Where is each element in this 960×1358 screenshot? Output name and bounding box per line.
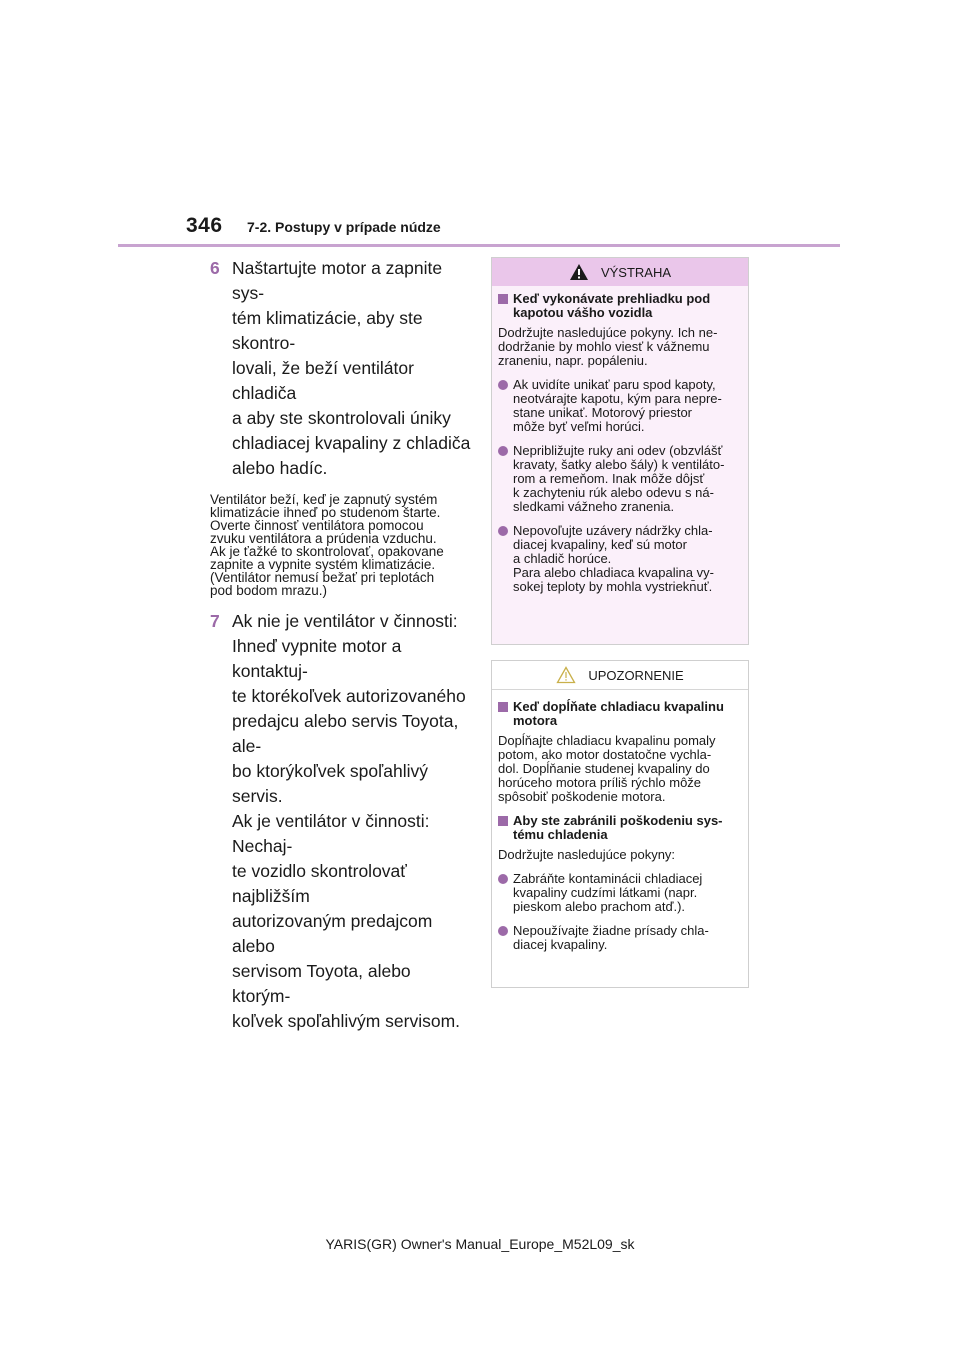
bullet-line: Nepoužívajte žiadne prísady chla- [513, 923, 709, 938]
para-line: horúceho motora príliš rýchlo môže [498, 775, 702, 790]
notice-bullet [498, 872, 742, 914]
page-number: 346 [186, 214, 223, 237]
notice-paragraph [498, 734, 742, 804]
step-line: Ak je ventilátor v činnosti: Nechaj- [232, 811, 430, 856]
warning-box [491, 257, 749, 645]
bullet-line: môže byť veľmi horúci. [513, 419, 645, 434]
round-bullet-icon [498, 874, 508, 884]
step-line: bo ktorýkoľvek spoľahlivý servis. [232, 761, 428, 806]
heading-line: motora [513, 713, 558, 728]
bullet-line: pieskom alebo prachom atď.). [513, 899, 686, 914]
notice-bullet [498, 924, 742, 952]
caution-triangle-icon [556, 666, 576, 684]
bullet-line: Zabráňte kontaminácii chladiacej [513, 871, 703, 886]
section-title: 7-2. Postupy v prípade núdze [247, 219, 441, 235]
step-line: autorizovaným predajcom alebo [232, 911, 433, 956]
intro-line: zraneniu, napr. popáleniu. [498, 353, 648, 368]
bullet-line: a chladič horúce. [513, 551, 612, 566]
step-line: alebo hadíc. [232, 458, 328, 478]
bullet-line: sledkami vážneho zranenia. [513, 499, 675, 514]
step-line: Ihneď vypnite motor a kontaktuj- [232, 636, 402, 681]
step-line: Naštartujte motor a zapnite sys- [232, 258, 443, 303]
intro-line: Dodržujte nasledujúce pokyny. Ich ne- [498, 325, 718, 340]
bullet-line: Nepribližujte ruky ani odev (obzvlášť [513, 443, 723, 458]
warning-box-header [492, 258, 748, 286]
note-line: Ak je ťažké to skontrolovať, opakovane [210, 544, 444, 559]
warning-bullet [498, 524, 742, 594]
notice-heading [498, 700, 742, 728]
square-bullet-icon [498, 702, 508, 712]
round-bullet-icon [498, 446, 508, 456]
step-line: servisom Toyota, alebo ktorým- [232, 961, 411, 1006]
note-line: (Ventilátor nemusí bežať pri teplotách [210, 570, 435, 585]
para-line: spôsobiť poškodenie motora. [498, 789, 666, 804]
step-line: te vozidlo skontrolovať najbližším [232, 861, 407, 906]
heading-line: Aby ste zabránili poškodeniu sys- [513, 813, 723, 828]
warning-triangle-icon [569, 263, 589, 281]
note-line: pod bodom mrazu.) [210, 583, 328, 598]
step-line: te ktorékoľvek autorizovaného [232, 686, 466, 706]
step-line: Ak nie je ventilátor v činnosti: [232, 611, 458, 631]
warning-bullet [498, 378, 742, 434]
step-number: 7 [210, 611, 220, 631]
step-7 [210, 609, 472, 1034]
bullet-line: Nepovoľujte uzávery nádržky chla- [513, 523, 713, 538]
notice-box-header [492, 661, 748, 690]
note-line: zapnite a vypnite systém klimatizácie. [210, 557, 436, 572]
bullet-line: diacej kvapaliny. [513, 937, 608, 952]
notice-label: UPOZORNENIE [588, 667, 684, 683]
warning-intro [498, 326, 742, 368]
step-6-note [210, 493, 472, 597]
warning-heading [498, 292, 742, 320]
footer-text: YARIS(GR) Owner's Manual_Europe_M52L09_sk [325, 1236, 635, 1252]
heading-line: Keď dopĺňate chladiacu kvapalinu [513, 699, 724, 714]
step-line: koľvek spoľahlivým servisom. [232, 1011, 461, 1031]
step-line: a aby ste skontrolovali úniky [232, 408, 451, 428]
bullet-line: Para alebo chladiaca kvapalina vy- [513, 565, 714, 580]
note-line: Ventilátor beží, keď je zapnutý systém [210, 492, 438, 507]
step-6 [210, 256, 472, 481]
para-line: potom, ako motor dostatočne vychla- [498, 747, 712, 762]
step-line: predajcu alebo servis Toyota, ale- [232, 711, 459, 756]
notice-box [491, 660, 749, 988]
header-rule [118, 244, 840, 247]
square-bullet-icon [498, 816, 508, 826]
heading-line: kapotou vášho vozidla [513, 305, 653, 320]
bullet-line: stane unikať. Motorový priestor [513, 405, 693, 420]
square-bullet-icon [498, 294, 508, 304]
round-bullet-icon [498, 926, 508, 936]
round-bullet-icon [498, 526, 508, 536]
bullet-line: rom a remeňom. Inak môže dôjsť [513, 471, 705, 486]
round-bullet-icon [498, 380, 508, 390]
main-column [210, 256, 472, 1034]
para-line: Dopĺňajte chladiacu kvapalinu pomaly [498, 733, 716, 748]
warning-box-body [492, 286, 748, 594]
bullet-line: Ak uvidíte unikať paru spod kapoty, [513, 377, 716, 392]
heading-line: tému chladenia [513, 827, 608, 842]
notice-heading [498, 814, 742, 842]
note-line: Overte činnosť ventilátora pomocou [210, 518, 424, 533]
warning-bullet [498, 444, 742, 514]
step-line: lovali, že beží ventilátor chladiča [232, 358, 414, 403]
bullet-line: sokej teploty by mohla vystriekn̄uť. [513, 579, 713, 594]
step-line: chladiacej kvapaliny z chladiča [232, 433, 471, 453]
bullet-line: k zachyteniu rúk alebo odevu s ná- [513, 485, 714, 500]
para-line: dol. Dopĺňanie studenej kvapaliny do [498, 761, 710, 776]
notice-box-body [492, 690, 748, 952]
intro-line: dodržanie by mohlo viesť k vážnemu [498, 339, 710, 354]
bullet-line: neotvárajte kapotu, kým para nepre- [513, 391, 722, 406]
bullet-line: diacej kvapaliny, keď sú motor [513, 537, 687, 552]
warning-label: VÝSTRAHA [600, 264, 672, 280]
step-number: 6 [210, 258, 220, 278]
bullet-line: kvapaliny cudzími látkami (napr. [513, 885, 698, 900]
step-line: tém klimatizácie, aby ste skontro- [232, 308, 423, 353]
note-line: zvuku ventilátora a prúdenia vzduchu. [210, 531, 437, 546]
heading-line: Keď vykonávate prehliadku pod [513, 291, 711, 306]
bullet-line: kravaty, šatky alebo šály) k ventiláto- [513, 457, 725, 472]
note-line: klimatizácie ihneď po studenom štarte. [210, 505, 441, 520]
notice-intro: Dodržujte nasledujúce pokyny: [498, 847, 676, 862]
